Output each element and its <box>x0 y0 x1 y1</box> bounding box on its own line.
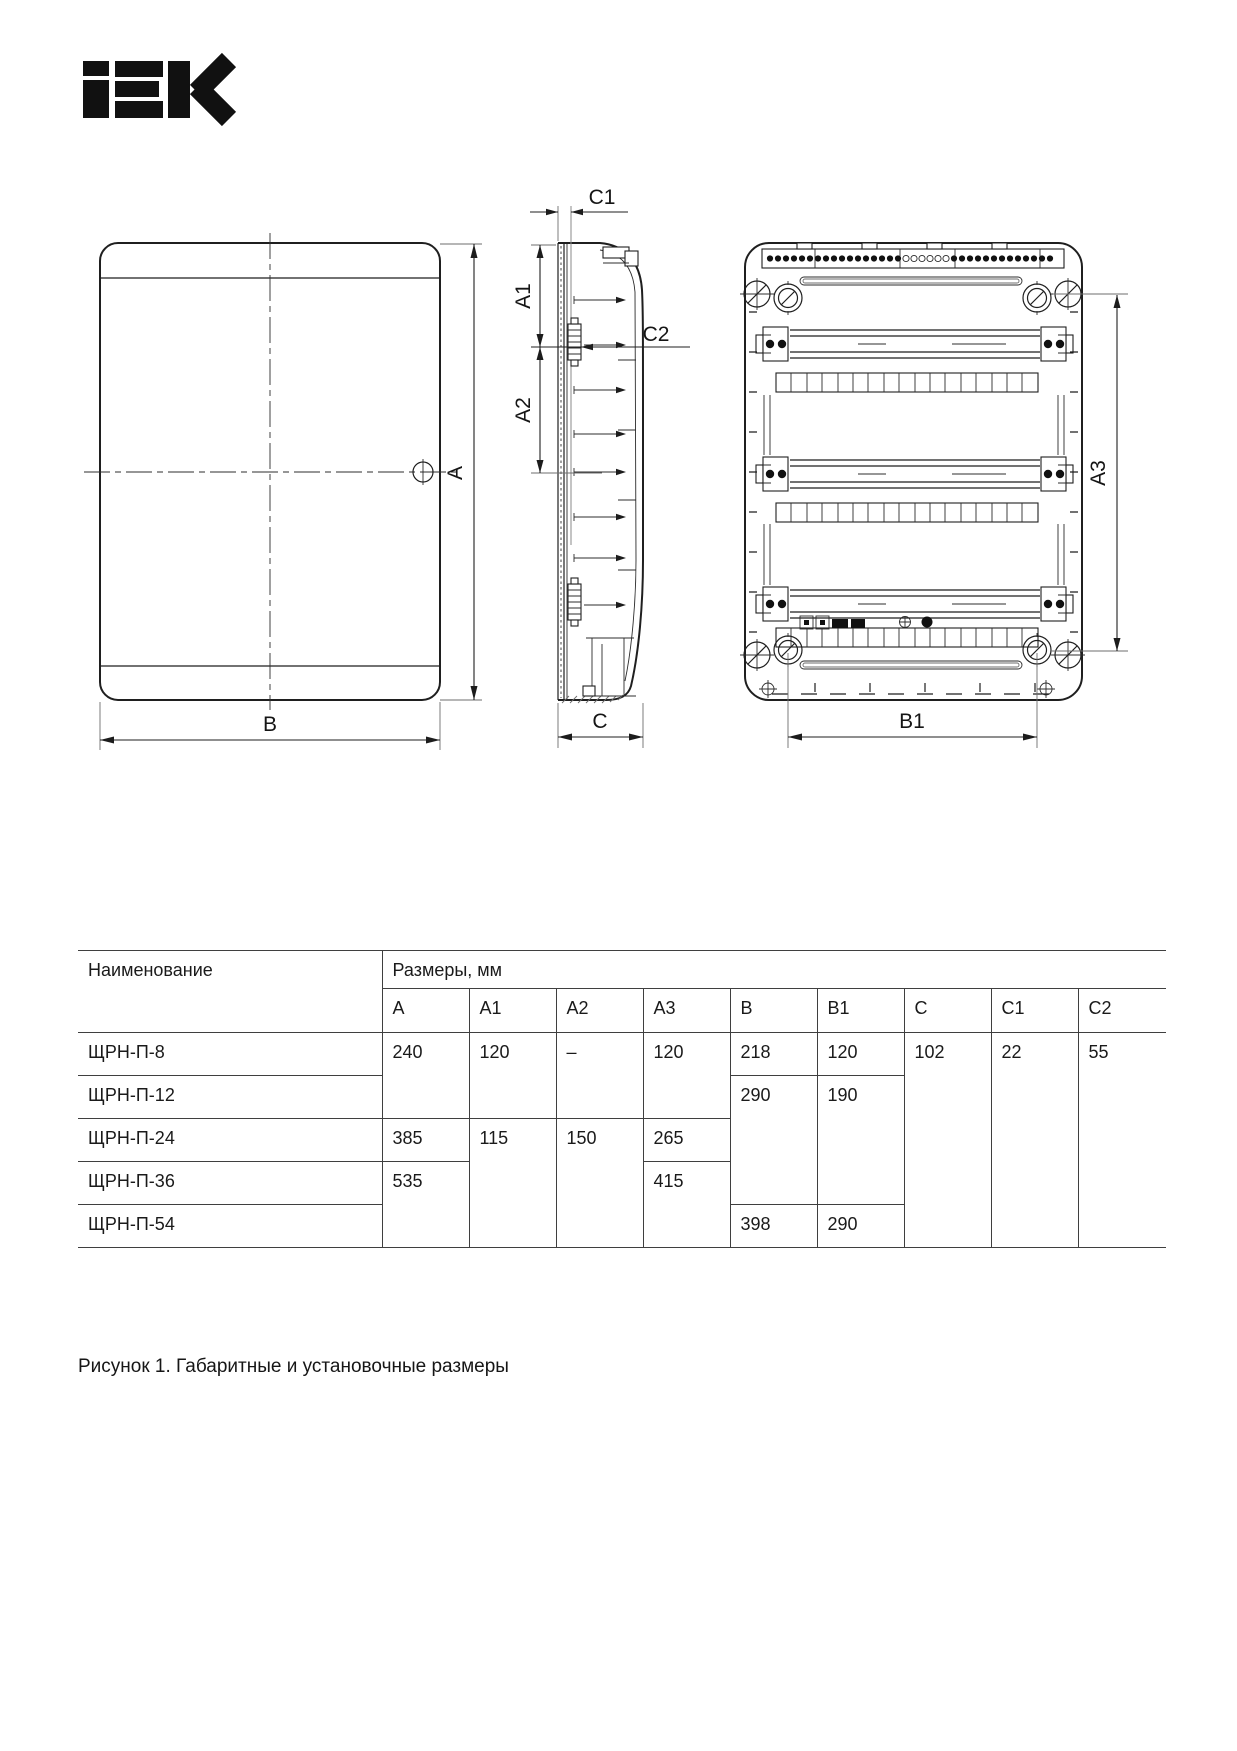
cell-a: 535 <box>382 1162 469 1248</box>
col-header-a3: A3 <box>643 989 730 1033</box>
col-header-b1: B1 <box>817 989 904 1033</box>
dim-label-a3: A3 <box>1087 460 1110 486</box>
figure-caption: Рисунок 1. Габаритные и установочные размеры <box>78 1356 509 1377</box>
col-header-a1: A1 <box>469 989 556 1033</box>
dim-label-c1: C1 <box>588 186 616 209</box>
cell-a2: – <box>556 1033 643 1119</box>
cell-c1: 22 <box>991 1033 1078 1248</box>
dim-label-c: C <box>592 710 608 733</box>
cell-a: 385 <box>382 1119 469 1162</box>
back-view <box>740 243 1085 700</box>
row-name: ЩРН-П-12 <box>78 1076 382 1119</box>
dim-label-a2: A2 <box>512 397 535 423</box>
cell-a1: 115 <box>469 1119 556 1248</box>
col-header-c2: C2 <box>1078 989 1166 1033</box>
dim-label-b1: B1 <box>899 710 925 733</box>
cell-a3: 265 <box>643 1119 730 1162</box>
side-view <box>558 206 643 703</box>
col-header-a2: A2 <box>556 989 643 1033</box>
cell-c2: 55 <box>1078 1033 1166 1248</box>
cell-a1: 120 <box>469 1033 556 1119</box>
row-name: ЩРН-П-54 <box>78 1205 382 1248</box>
col-header-name: Наименование <box>78 951 382 1033</box>
cell-b1: 290 <box>817 1205 904 1248</box>
side-screws <box>574 296 626 608</box>
cell-b: 398 <box>730 1205 817 1248</box>
row-name: ЩРН-П-36 <box>78 1162 382 1205</box>
dim-label-c2: C2 <box>642 323 670 346</box>
cell-a3: 415 <box>643 1162 730 1248</box>
row-name: ЩРН-П-24 <box>78 1119 382 1162</box>
dimension-annotations <box>100 186 1128 748</box>
col-header-b: B <box>730 989 817 1033</box>
dimensions-table <box>78 950 1166 1248</box>
cell-a3: 120 <box>643 1033 730 1119</box>
cell-c: 102 <box>904 1033 991 1248</box>
col-header-a: A <box>382 989 469 1033</box>
front-view <box>84 233 482 750</box>
cell-a2: 150 <box>556 1119 643 1248</box>
col-header-c1: C1 <box>991 989 1078 1033</box>
col-header-c: C <box>904 989 991 1033</box>
cell-a: 240 <box>382 1033 469 1119</box>
cell-b: 290 <box>730 1076 817 1205</box>
cell-b1: 120 <box>817 1033 904 1076</box>
table-row <box>78 1033 1166 1076</box>
cell-b: 218 <box>730 1033 817 1076</box>
iek-logo <box>83 60 229 119</box>
col-header-sizes: Размеры, мм <box>382 951 1166 989</box>
cell-b1: 190 <box>817 1076 904 1205</box>
dim-label-b: B <box>262 713 278 736</box>
row-name: ЩРН-П-8 <box>78 1033 382 1076</box>
dim-label-a: A <box>444 465 467 481</box>
dim-label-a1: A1 <box>512 283 535 309</box>
